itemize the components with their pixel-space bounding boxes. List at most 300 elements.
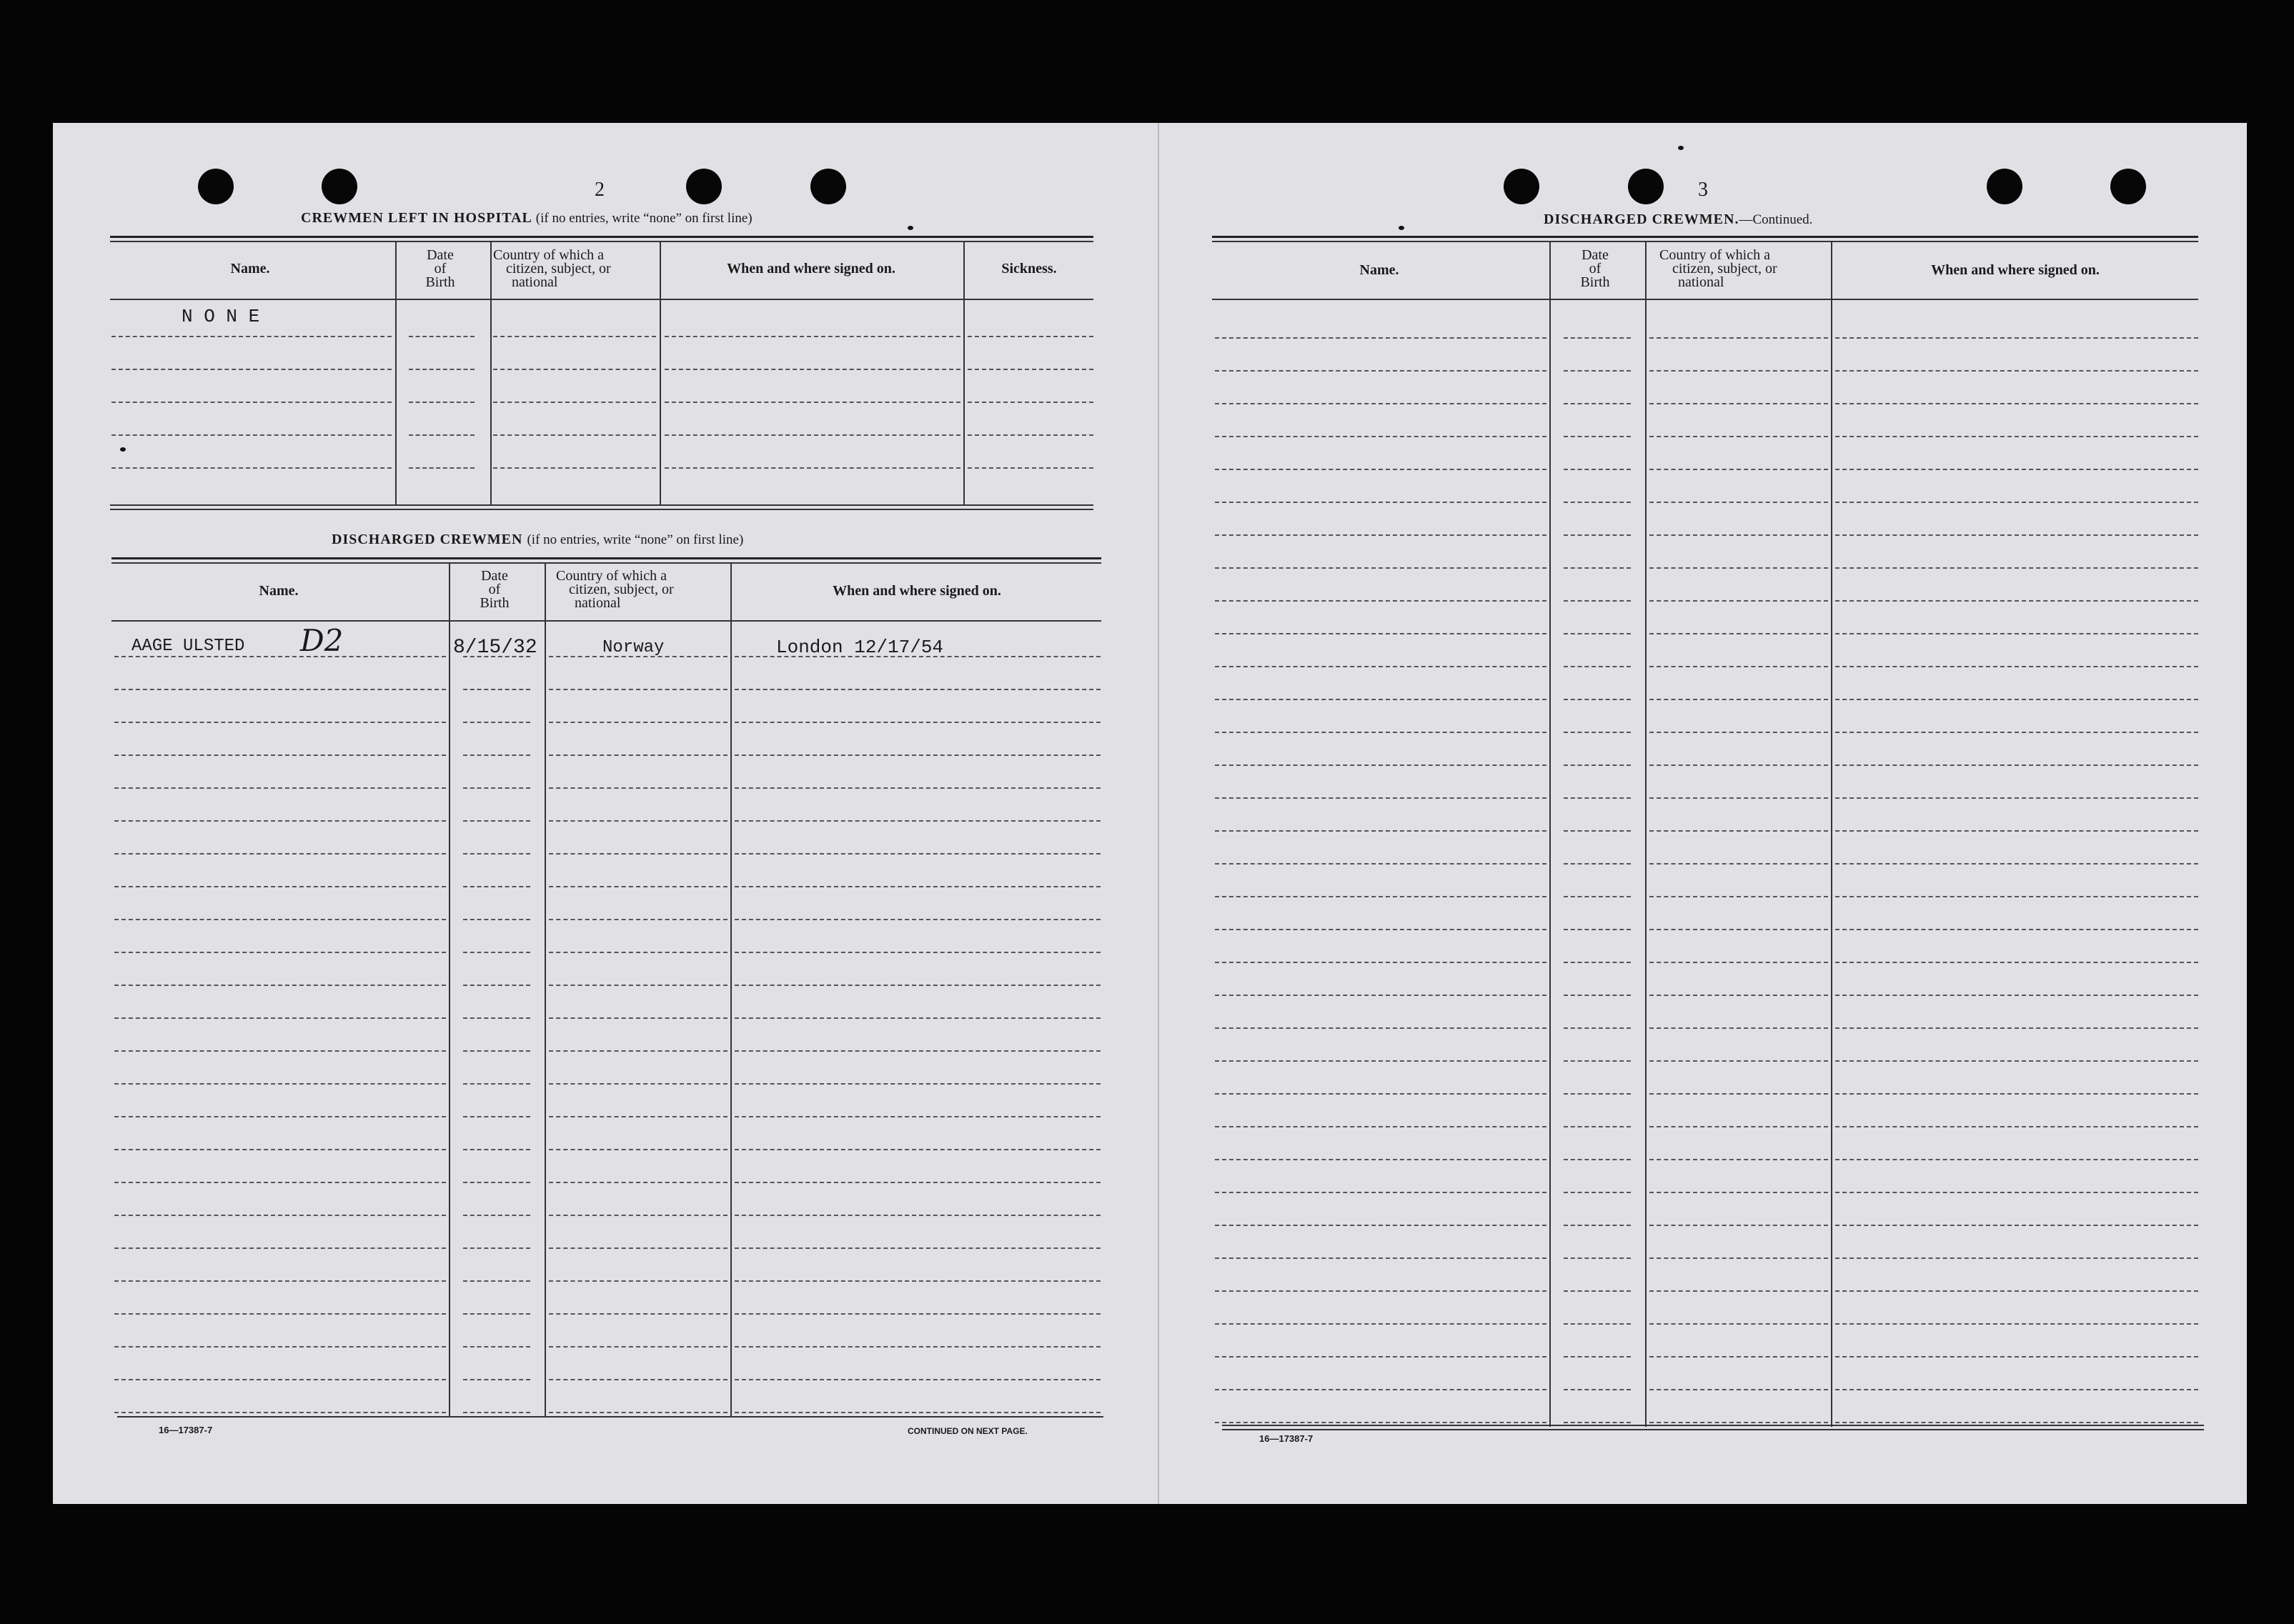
right-ruled-line bbox=[1564, 1060, 1631, 1062]
right-ruled-line bbox=[1649, 1290, 1828, 1292]
right-ruled-line bbox=[1564, 633, 1631, 634]
discharged-ruled-line bbox=[549, 1379, 728, 1380]
discharged-ruled-line bbox=[463, 656, 530, 657]
right-ruled-line bbox=[1835, 1027, 2198, 1029]
right-ruled-line bbox=[1649, 370, 1828, 372]
punch-hole bbox=[2110, 169, 2146, 204]
discharged-ruled-line bbox=[114, 886, 446, 887]
right-ruled-line bbox=[1649, 600, 1828, 602]
discharged-ruled-line bbox=[114, 1313, 446, 1315]
right-ruled-line bbox=[1835, 1192, 2198, 1193]
discharged-ruled-line bbox=[735, 754, 1101, 756]
hospital-ruled-line bbox=[409, 336, 475, 337]
discharged-ruled-line bbox=[549, 754, 728, 756]
right-ruled-line bbox=[1564, 567, 1631, 569]
right-ruled-line bbox=[1835, 1389, 2198, 1390]
discharged-ruled-line bbox=[114, 1215, 446, 1216]
discharged-row-country: Norway bbox=[602, 638, 665, 657]
right-ruled-line bbox=[1564, 764, 1631, 766]
right-ruled-line bbox=[1835, 370, 2198, 372]
discharged-ruled-line bbox=[549, 1215, 728, 1216]
right-ruled-line bbox=[1649, 1389, 1828, 1390]
hospital-section-title bbox=[301, 210, 753, 226]
discharged-ruled-line bbox=[463, 1412, 530, 1413]
discharged-ruled-line bbox=[114, 754, 446, 756]
discharged-ruled-line bbox=[735, 689, 1101, 690]
discharged-ruled-line bbox=[463, 722, 530, 723]
hospital-ruled-line bbox=[968, 336, 1093, 337]
right-ruled-line bbox=[1649, 1159, 1828, 1160]
right-ruled-line bbox=[1564, 1257, 1631, 1259]
right-ruled-line bbox=[1649, 896, 1828, 897]
right-ruled-line bbox=[1835, 1159, 2198, 1160]
discharged-ruled-line bbox=[549, 952, 728, 953]
right-ruled-line bbox=[1215, 1257, 1546, 1259]
hospital-ruled-line bbox=[665, 369, 960, 370]
right-ruled-line bbox=[1835, 567, 2198, 569]
discharged-ruled-line bbox=[549, 1412, 728, 1413]
right-ruled-line bbox=[1215, 403, 1546, 404]
right-ruled-line bbox=[1835, 666, 2198, 667]
right-ruled-line bbox=[1649, 1323, 1828, 1325]
discharged-ruled-line bbox=[549, 1050, 728, 1052]
hospital-ruled-line bbox=[409, 434, 475, 436]
hospital-top-rule-2 bbox=[110, 241, 1093, 242]
discharged-ruled-line bbox=[114, 1247, 446, 1249]
right-col-dob-line1: Date bbox=[1582, 247, 1609, 263]
right-ruled-line bbox=[1564, 896, 1631, 897]
right-ruled-line bbox=[1215, 1389, 1546, 1390]
discharged-ruled-line bbox=[549, 820, 728, 822]
hospital-ruled-line bbox=[665, 434, 960, 436]
discharged-ruled-line bbox=[114, 853, 446, 855]
right-ruled-line bbox=[1649, 1126, 1828, 1127]
right-ruled-line bbox=[1835, 896, 2198, 897]
right-ruled-line bbox=[1564, 1027, 1631, 1029]
discharged-ruled-line bbox=[114, 1182, 446, 1183]
right-ruled-line bbox=[1215, 962, 1546, 963]
discharged-ruled-line bbox=[114, 1050, 446, 1052]
discharged-ruled-line bbox=[549, 919, 728, 920]
discharged-title-note: (if no entries, write “none” on first line) bbox=[527, 532, 744, 547]
hospital-col-divider bbox=[395, 242, 397, 506]
right-ruled-line bbox=[1564, 1192, 1631, 1193]
discharged-ruled-line bbox=[549, 787, 728, 789]
right-ruled-line bbox=[1835, 1323, 2198, 1325]
discharged-ruled-line bbox=[735, 853, 1101, 855]
right-ruled-line bbox=[1649, 469, 1828, 470]
right-ruled-line bbox=[1835, 1257, 2198, 1259]
page-number-left: 2 bbox=[595, 179, 605, 201]
discharged-col-signed: When and where signed on. bbox=[833, 583, 1001, 599]
right-ruled-line bbox=[1649, 797, 1828, 799]
discharged-ruled-line bbox=[463, 1182, 530, 1183]
right-ruled-line bbox=[1835, 797, 2198, 799]
hospital-top-rule bbox=[110, 236, 1093, 238]
right-ruled-line bbox=[1649, 699, 1828, 700]
discharged-ruled-line bbox=[735, 1149, 1101, 1150]
discharged-continued-title bbox=[1544, 211, 1812, 228]
discharged-col-divider bbox=[730, 564, 732, 1418]
right-ruled-line bbox=[1564, 732, 1631, 733]
right-ruled-line bbox=[1564, 830, 1631, 832]
right-ruled-line bbox=[1564, 929, 1631, 930]
discharged-ruled-line bbox=[114, 1379, 446, 1380]
right-ruled-line bbox=[1649, 666, 1828, 667]
discharged-ruled-line bbox=[463, 787, 530, 789]
right-header-rule bbox=[1212, 299, 2198, 300]
hospital-ruled-line bbox=[968, 369, 1093, 370]
hospital-ruled-line bbox=[665, 336, 960, 337]
discharged-ruled-line bbox=[114, 952, 446, 953]
right-ruled-line bbox=[1215, 469, 1546, 470]
right-ruled-line bbox=[1215, 633, 1546, 634]
discharged-ruled-line bbox=[549, 1313, 728, 1315]
discharged-col-divider bbox=[545, 564, 546, 1418]
right-ruled-line bbox=[1564, 699, 1631, 700]
discharged-ruled-line bbox=[549, 1346, 728, 1347]
right-ruled-line bbox=[1835, 699, 2198, 700]
right-ruled-line bbox=[1835, 600, 2198, 602]
right-ruled-line bbox=[1564, 962, 1631, 963]
right-ruled-line bbox=[1215, 502, 1546, 503]
ink-speck bbox=[1399, 226, 1404, 230]
ink-speck bbox=[1678, 146, 1684, 150]
right-col-divider bbox=[1549, 242, 1551, 1427]
right-ruled-line bbox=[1564, 1389, 1631, 1390]
hospital-col-dob-line1: Date bbox=[427, 247, 454, 263]
right-ruled-line bbox=[1835, 633, 2198, 634]
document-sheet bbox=[53, 123, 2247, 1504]
right-col-signed: When and where signed on. bbox=[1931, 262, 2100, 278]
right-ruled-line bbox=[1564, 534, 1631, 536]
discharged-ruled-line bbox=[114, 1280, 446, 1282]
discharged-ruled-line bbox=[463, 1083, 530, 1085]
discharged-ruled-line bbox=[114, 1017, 446, 1019]
discharged-ruled-line bbox=[463, 754, 530, 756]
discharged-ruled-line bbox=[114, 1116, 446, 1117]
discharged-top-rule bbox=[111, 557, 1101, 559]
hospital-ruled-line bbox=[493, 467, 656, 469]
discharged-continued-title-text: DISCHARGED CREWMEN. bbox=[1544, 211, 1739, 227]
right-ruled-line bbox=[1835, 1093, 2198, 1095]
discharged-ruled-line bbox=[114, 787, 446, 789]
right-ruled-line bbox=[1215, 1159, 1546, 1160]
discharged-ruled-line bbox=[735, 1050, 1101, 1052]
hospital-col-country-line3: national bbox=[512, 274, 558, 290]
hospital-col-signed: When and where signed on. bbox=[727, 261, 895, 277]
right-ruled-line bbox=[1649, 1225, 1828, 1226]
right-col-dob bbox=[1552, 249, 1638, 289]
right-ruled-line bbox=[1835, 1126, 2198, 1127]
right-ruled-line bbox=[1564, 502, 1631, 503]
right-ruled-line bbox=[1564, 863, 1631, 865]
hospital-col-country bbox=[493, 249, 657, 289]
right-ruled-line bbox=[1835, 863, 2198, 865]
right-ruled-line bbox=[1564, 370, 1631, 372]
right-ruled-line bbox=[1564, 337, 1631, 339]
discharged-ruled-line bbox=[549, 1280, 728, 1282]
discharged-ruled-line bbox=[735, 1215, 1101, 1216]
right-ruled-line bbox=[1649, 1257, 1828, 1259]
discharged-bottom-rule bbox=[117, 1416, 1103, 1418]
discharged-ruled-line bbox=[735, 1017, 1101, 1019]
right-ruled-line bbox=[1215, 1356, 1546, 1358]
hospital-title-note: (if no entries, write “none” on first line) bbox=[535, 211, 753, 226]
discharged-ruled-line bbox=[735, 1313, 1101, 1315]
punch-hole bbox=[1987, 169, 2022, 204]
punch-hole bbox=[322, 169, 357, 204]
right-ruled-line bbox=[1215, 699, 1546, 700]
right-col-name: Name. bbox=[1359, 262, 1399, 278]
right-ruled-line bbox=[1215, 896, 1546, 897]
right-ruled-line bbox=[1649, 633, 1828, 634]
right-ruled-line bbox=[1215, 995, 1546, 996]
right-ruled-line bbox=[1649, 995, 1828, 996]
discharged-ruled-line bbox=[549, 1149, 728, 1150]
right-ruled-line bbox=[1835, 337, 2198, 339]
discharged-ruled-line bbox=[735, 1116, 1101, 1117]
discharged-ruled-line bbox=[549, 1017, 728, 1019]
right-ruled-line bbox=[1649, 1356, 1828, 1358]
right-top-rule-2 bbox=[1212, 241, 2198, 242]
discharged-ruled-line bbox=[735, 1346, 1101, 1347]
discharged-ruled-line bbox=[549, 1247, 728, 1249]
right-ruled-line bbox=[1649, 764, 1828, 766]
right-ruled-line bbox=[1564, 1290, 1631, 1292]
right-top-rule bbox=[1212, 236, 2198, 238]
discharged-ruled-line bbox=[114, 1412, 446, 1413]
right-ruled-line bbox=[1649, 1060, 1828, 1062]
discharged-ruled-line bbox=[463, 1280, 530, 1282]
hospital-col-country-line2: citizen, subject, or bbox=[506, 261, 611, 277]
right-ruled-line bbox=[1564, 1323, 1631, 1325]
right-ruled-line bbox=[1215, 863, 1546, 865]
discharged-ruled-line bbox=[463, 1050, 530, 1052]
right-ruled-line bbox=[1649, 863, 1828, 865]
right-ruled-line bbox=[1215, 337, 1546, 339]
right-ruled-line bbox=[1835, 436, 2198, 437]
right-ruled-line bbox=[1649, 502, 1828, 503]
right-ruled-line bbox=[1215, 1290, 1546, 1292]
discharged-ruled-line bbox=[735, 787, 1101, 789]
discharged-header-rule bbox=[111, 620, 1101, 622]
discharged-ruled-line bbox=[463, 820, 530, 822]
right-ruled-line bbox=[1649, 1027, 1828, 1029]
discharged-ruled-line bbox=[549, 886, 728, 887]
right-col-country-line3: national bbox=[1678, 274, 1724, 290]
hospital-ruled-line bbox=[493, 402, 656, 403]
discharged-ruled-line bbox=[549, 689, 728, 690]
right-ruled-line bbox=[1835, 1225, 2198, 1226]
form-number-right: 16—17387-7 bbox=[1259, 1433, 1314, 1444]
discharged-ruled-line bbox=[114, 1083, 446, 1085]
right-ruled-line bbox=[1649, 534, 1828, 536]
right-ruled-line bbox=[1649, 337, 1828, 339]
hospital-ruled-line bbox=[493, 369, 656, 370]
right-ruled-line bbox=[1649, 962, 1828, 963]
hospital-ruled-line bbox=[665, 402, 960, 403]
hospital-ruled-line bbox=[665, 467, 960, 469]
discharged-ruled-line bbox=[549, 1116, 728, 1117]
right-ruled-line bbox=[1835, 1060, 2198, 1062]
hospital-ruled-line bbox=[111, 434, 392, 436]
discharged-ruled-line bbox=[463, 952, 530, 953]
right-col-country-line2: citizen, subject, or bbox=[1672, 261, 1777, 277]
right-ruled-line bbox=[1564, 1093, 1631, 1095]
hospital-ruled-line bbox=[111, 369, 392, 370]
discharged-ruled-line bbox=[463, 1346, 530, 1347]
right-ruled-line bbox=[1564, 1356, 1631, 1358]
hospital-header-rule bbox=[110, 299, 1093, 300]
discharged-ruled-line bbox=[114, 919, 446, 920]
right-ruled-line bbox=[1564, 995, 1631, 996]
discharged-row-dob: 8/15/32 bbox=[453, 637, 537, 659]
right-col-country-line1: Country of which a bbox=[1659, 247, 1770, 263]
right-bottom-rule-2 bbox=[1222, 1429, 2204, 1430]
hospital-title-text: CREWMEN LEFT IN HOSPITAL bbox=[301, 210, 532, 226]
right-ruled-line bbox=[1649, 403, 1828, 404]
discharged-section-title bbox=[332, 532, 743, 548]
discharged-col-country-line3: national bbox=[575, 595, 621, 611]
discharged-ruled-line bbox=[114, 722, 446, 723]
right-ruled-line bbox=[1564, 666, 1631, 667]
hospital-ruled-line bbox=[409, 467, 475, 469]
right-ruled-line bbox=[1564, 1422, 1631, 1423]
discharged-ruled-line bbox=[463, 689, 530, 690]
right-ruled-line bbox=[1215, 666, 1546, 667]
page-fold bbox=[1158, 123, 1159, 1504]
discharged-ruled-line bbox=[463, 1247, 530, 1249]
discharged-ruled-line bbox=[463, 1116, 530, 1117]
hospital-ruled-line bbox=[493, 336, 656, 337]
discharged-ruled-line bbox=[735, 722, 1101, 723]
hospital-ruled-line bbox=[111, 467, 392, 469]
right-ruled-line bbox=[1649, 1093, 1828, 1095]
right-ruled-line bbox=[1215, 1225, 1546, 1226]
discharged-ruled-line bbox=[735, 656, 1101, 657]
discharged-col-dob-line3: Birth bbox=[480, 595, 510, 611]
right-ruled-line bbox=[1564, 403, 1631, 404]
discharged-ruled-line bbox=[735, 1379, 1101, 1380]
discharged-ruled-line bbox=[735, 820, 1101, 822]
right-ruled-line bbox=[1835, 764, 2198, 766]
hospital-ruled-line bbox=[409, 369, 475, 370]
discharged-ruled-line bbox=[549, 722, 728, 723]
punch-hole bbox=[1504, 169, 1539, 204]
discharged-ruled-line bbox=[549, 985, 728, 986]
hospital-col-country-line1: Country of which a bbox=[493, 247, 604, 263]
hospital-bottom-rule-2 bbox=[110, 509, 1093, 510]
ink-speck bbox=[120, 447, 126, 452]
right-ruled-line bbox=[1215, 567, 1546, 569]
hospital-ruled-line bbox=[968, 402, 1093, 403]
hospital-ruled-line bbox=[111, 336, 392, 337]
right-ruled-line bbox=[1835, 995, 2198, 996]
punch-hole bbox=[1628, 169, 1664, 204]
hospital-ruled-line bbox=[968, 434, 1093, 436]
right-ruled-line bbox=[1215, 929, 1546, 930]
discharged-ruled-line bbox=[735, 886, 1101, 887]
hospital-col-dob-line2: of bbox=[434, 261, 447, 277]
right-ruled-line bbox=[1835, 929, 2198, 930]
right-ruled-line bbox=[1835, 830, 2198, 832]
discharged-ruled-line bbox=[735, 985, 1101, 986]
right-ruled-line bbox=[1835, 962, 2198, 963]
form-number-left: 16—17387-7 bbox=[159, 1425, 213, 1435]
right-ruled-line bbox=[1215, 1027, 1546, 1029]
discharged-ruled-line bbox=[114, 1149, 446, 1150]
hospital-none-entry: N O N E bbox=[182, 306, 260, 327]
right-col-divider bbox=[1645, 242, 1647, 1427]
right-ruled-line bbox=[1649, 567, 1828, 569]
discharged-col-divider bbox=[449, 564, 450, 1418]
right-ruled-line bbox=[1835, 469, 2198, 470]
right-ruled-line bbox=[1835, 534, 2198, 536]
hospital-col-divider bbox=[963, 242, 965, 506]
hospital-ruled-line bbox=[493, 434, 656, 436]
right-ruled-line bbox=[1215, 1060, 1546, 1062]
hospital-col-divider bbox=[660, 242, 661, 506]
discharged-continued-suffix: —Continued. bbox=[1739, 212, 1813, 227]
discharged-ruled-line bbox=[549, 656, 728, 657]
right-ruled-line bbox=[1215, 1422, 1546, 1423]
right-ruled-line bbox=[1215, 797, 1546, 799]
hospital-ruled-line bbox=[968, 467, 1093, 469]
discharged-ruled-line bbox=[114, 656, 446, 657]
discharged-ruled-line bbox=[114, 1346, 446, 1347]
right-ruled-line bbox=[1835, 1290, 2198, 1292]
punch-hole bbox=[810, 169, 846, 204]
right-ruled-line bbox=[1564, 600, 1631, 602]
discharged-ruled-line bbox=[463, 919, 530, 920]
punch-hole bbox=[198, 169, 234, 204]
discharged-ruled-line bbox=[735, 1083, 1101, 1085]
hospital-col-dob-line3: Birth bbox=[425, 274, 455, 290]
discharged-ruled-line bbox=[735, 952, 1101, 953]
discharged-ruled-line bbox=[735, 1182, 1101, 1183]
right-ruled-line bbox=[1649, 436, 1828, 437]
punch-hole bbox=[686, 169, 722, 204]
hospital-bottom-rule bbox=[110, 504, 1093, 506]
discharged-row-name: AAGE ULSTED bbox=[131, 637, 245, 656]
hospital-ruled-line bbox=[111, 402, 392, 403]
discharged-ruled-line bbox=[735, 1412, 1101, 1413]
right-ruled-line bbox=[1564, 436, 1631, 437]
right-ruled-line bbox=[1215, 1126, 1546, 1127]
discharged-row-mark: D2 bbox=[300, 623, 344, 658]
discharged-ruled-line bbox=[735, 1247, 1101, 1249]
discharged-ruled-line bbox=[463, 1017, 530, 1019]
hospital-col-name: Name. bbox=[230, 261, 270, 277]
discharged-col-dob bbox=[452, 569, 537, 610]
right-ruled-line bbox=[1215, 1323, 1546, 1325]
discharged-ruled-line bbox=[463, 1149, 530, 1150]
discharged-ruled-line bbox=[114, 689, 446, 690]
right-ruled-line bbox=[1564, 797, 1631, 799]
right-ruled-line bbox=[1649, 1192, 1828, 1193]
right-ruled-line bbox=[1215, 370, 1546, 372]
discharged-top-rule-2 bbox=[111, 562, 1101, 564]
discharged-ruled-line bbox=[735, 919, 1101, 920]
discharged-ruled-line bbox=[549, 1182, 728, 1183]
right-ruled-line bbox=[1649, 830, 1828, 832]
right-ruled-line bbox=[1215, 1192, 1546, 1193]
discharged-ruled-line bbox=[114, 985, 446, 986]
discharged-ruled-line bbox=[463, 985, 530, 986]
right-ruled-line bbox=[1564, 469, 1631, 470]
discharged-ruled-line bbox=[114, 820, 446, 822]
